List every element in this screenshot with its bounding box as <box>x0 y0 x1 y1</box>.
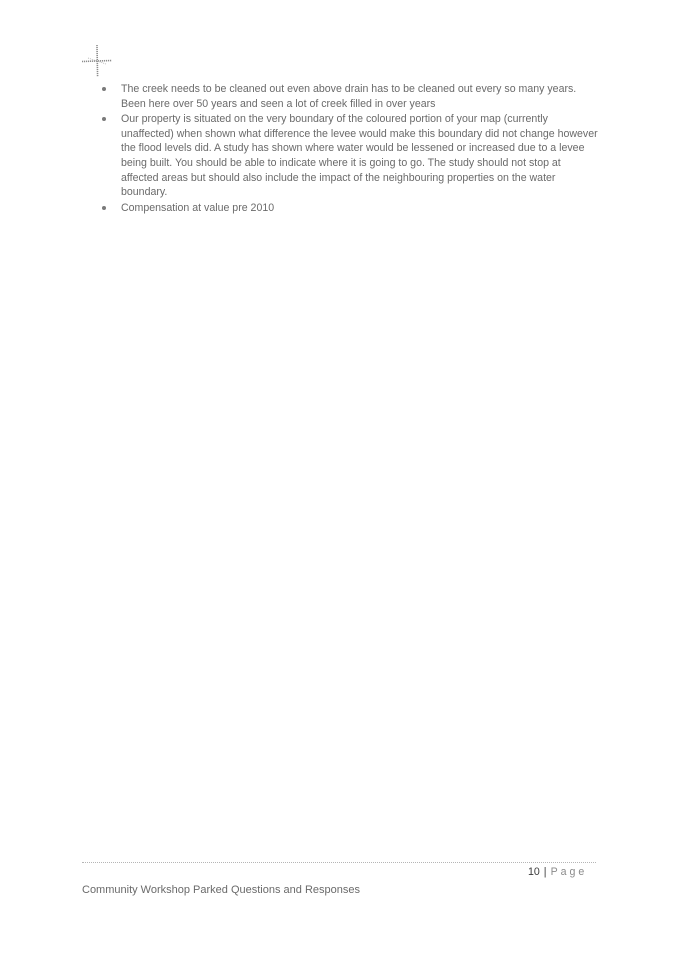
page-number <box>528 866 587 878</box>
footer-divider <box>82 862 596 863</box>
page-word: Page <box>550 866 588 878</box>
bullet-icon <box>102 87 106 91</box>
bullet-list <box>99 82 599 216</box>
list-item-text: Our property is situated on the very boundary of the coloured portion of your map (currently unaffected) when shown what difference the levee would make this boundary did not change however the flood levels did. A study has shown where water would be lessened or increased due to a levee being built. You should be able to indicate where it is going to go. The study should not stop at affected areas but should also include the impact of the neighbouring properties on the water boundary. <box>121 113 598 199</box>
list-item <box>99 82 599 111</box>
list-item <box>99 112 599 200</box>
list-item-text: Compensation at value pre 2010 <box>121 201 275 214</box>
page-number-separator: | <box>543 866 547 878</box>
bullet-icon <box>102 206 106 210</box>
page-number-value: 10 <box>528 866 540 878</box>
footer-title: Community Workshop Parked Questions and Responses <box>82 884 360 896</box>
list-item <box>99 201 599 216</box>
crosshair-mark-icon <box>80 44 114 78</box>
list-item-text: The creek needs to be cleaned out even above drain has to be cleaned out every so many years. Been here over 50 years and seen a lot of creek filled in over years <box>121 83 577 110</box>
bullet-icon <box>102 117 106 121</box>
